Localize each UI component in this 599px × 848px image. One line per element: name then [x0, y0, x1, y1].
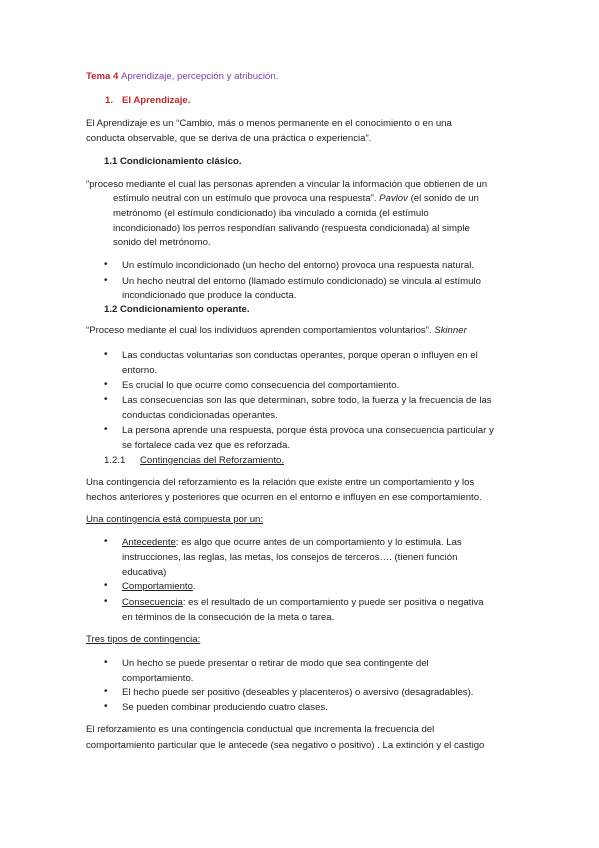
- list-item-continued: incondicionado que produce la conducta.: [122, 290, 297, 301]
- term-consecuencia: Consecuencia: [122, 597, 183, 608]
- subsection-title-1-2: 1.2 Condicionamiento operante.: [104, 304, 250, 315]
- pavlov-quote-line-1: “proceso mediante el cual las personas aprenden a vincular la información que obtienen de un: [86, 179, 488, 190]
- bullet-icon: •: [104, 379, 108, 390]
- skinner-author: Skinner: [434, 325, 467, 336]
- list-item-continued: comportamiento.: [122, 673, 194, 684]
- subsubsection-number: 1.2.1: [104, 455, 126, 466]
- list-item: Un hecho neutral del entorno (llamado estímulo condicionado) se vincula al estímulo: [122, 276, 481, 287]
- tema-title: Aprendizaje, percepción y atribución.: [121, 71, 279, 82]
- bullet-icon: •: [104, 657, 108, 668]
- bullet-icon: •: [104, 580, 108, 591]
- list-item: La persona aprende una respuesta, porque ésta provoca una consecuencia particular y: [122, 425, 494, 436]
- term-definition: .: [192, 581, 196, 592]
- list-item: El hecho puede ser positivo (deseables y placenteros) o aversivo (desagradables).: [122, 687, 474, 698]
- types-heading: Tres tipos de contingencia:: [86, 634, 201, 645]
- term-comportamiento: Comportamiento: [122, 581, 193, 592]
- list-item-continued: entorno.: [122, 365, 158, 376]
- list-item-continued: conductas condicionadas operantes.: [122, 410, 278, 421]
- pavlov-quote-tail: (el sonido de un: [410, 193, 479, 204]
- list-item-continued: educativa): [122, 567, 167, 578]
- list-item-continued: instrucciones, las reglas, las metas, los consejos de terceros…. (tienen función: [122, 552, 458, 563]
- bullet-icon: •: [104, 394, 108, 405]
- intro-line-2: conducta observable, que se deriva de una práctica o experiencia”.: [86, 133, 372, 144]
- term-definition: : es algo que ocurre antes de un comportamiento y lo estimula. Las: [175, 537, 462, 548]
- section-title: El Aprendizaje.: [122, 95, 191, 106]
- pavlov-quote-text: estímulo neutral con un estímulo que provoca una respuesta”.: [113, 193, 377, 204]
- bullet-icon: •: [104, 424, 108, 435]
- skinner-quote-text: “Proceso mediante el cual los individuos aprenden comportamientos voluntarios”.: [86, 325, 432, 336]
- list-item: Un estímulo incondicionado (un hecho del entorno) provoca una respuesta natural.: [122, 260, 474, 271]
- subsection-title-1-1: 1.1 Condicionamiento clásico.: [104, 156, 242, 167]
- pavlov-quote-line-4: incondicionado) los perros respondían salivando (respuesta condicionada) al simple: [113, 223, 470, 234]
- list-item: [122, 597, 484, 609]
- list-item: Se pueden combinar produciendo cuatro clases.: [122, 702, 328, 713]
- list-item: Las conductas voluntarias son conductas operantes, porque operan o influyen en el: [122, 350, 478, 361]
- document-heading: [86, 71, 278, 83]
- bullet-icon: •: [104, 686, 108, 697]
- bullet-icon: •: [104, 596, 108, 607]
- pavlov-author: Pavlov: [379, 193, 408, 204]
- list-item: Es crucial lo que ocurre como consecuencia del comportamiento.: [122, 380, 400, 391]
- list-item-continued: en términos de la consecución de la meta o tarea.: [122, 612, 335, 623]
- skinner-quote: [86, 325, 467, 337]
- list-item: Un hecho se puede presentar o retirar de modo que sea contingente del: [122, 658, 429, 669]
- closing-para-line-2: comportamiento particular que le antecede (sea negativo o positivo) . La extinción y el castigo: [86, 740, 485, 751]
- bullet-icon: •: [104, 349, 108, 360]
- pavlov-quote-line-3: metrónomo (el estímulo condicionado) iba vinculado a comida (el estímulo: [113, 208, 429, 219]
- bullet-icon: •: [104, 259, 108, 270]
- list-item: Las consecuencias son las que determinan, sobre todo, la fuerza y la frecuencia de las: [122, 395, 492, 406]
- term-definition: : es el resultado de un comportamiento y puede ser positiva o negativa: [182, 597, 484, 608]
- intro-line-1: El Aprendizaje es un “Cambio, más o menos permanente en el conocimiento o en una: [86, 118, 452, 129]
- list-item-continued: se fortalece cada vez que es reforzada.: [122, 440, 290, 451]
- list-item: [122, 537, 462, 549]
- closing-para-line-1: El reforzamiento es una contingencia conductual que incrementa la frecuencia del: [86, 724, 435, 735]
- tema-label: Tema 4: [86, 71, 119, 82]
- bullet-icon: •: [104, 536, 108, 547]
- bullet-icon: •: [104, 701, 108, 712]
- subsubsection-title: Contingencias del Reforzamiento.: [140, 455, 284, 466]
- pavlov-quote-line-2: [113, 193, 479, 205]
- term-antecedente: Antecedente: [122, 537, 176, 548]
- list-item: [122, 581, 196, 593]
- composed-heading: Una contingencia está compuesta por un:: [86, 514, 264, 525]
- section-number: 1.: [105, 95, 114, 106]
- pavlov-quote-line-5: sonido del metrónomo.: [113, 237, 211, 248]
- contingency-para-line-2: hechos anteriores y posteriores que ocurren en el entorno e influyen en ese comportamiento.: [86, 492, 482, 503]
- bullet-icon: •: [104, 275, 108, 286]
- contingency-para-line-1: Una contingencia del reforzamiento es la relación que existe entre un comportamiento y los: [86, 477, 475, 488]
